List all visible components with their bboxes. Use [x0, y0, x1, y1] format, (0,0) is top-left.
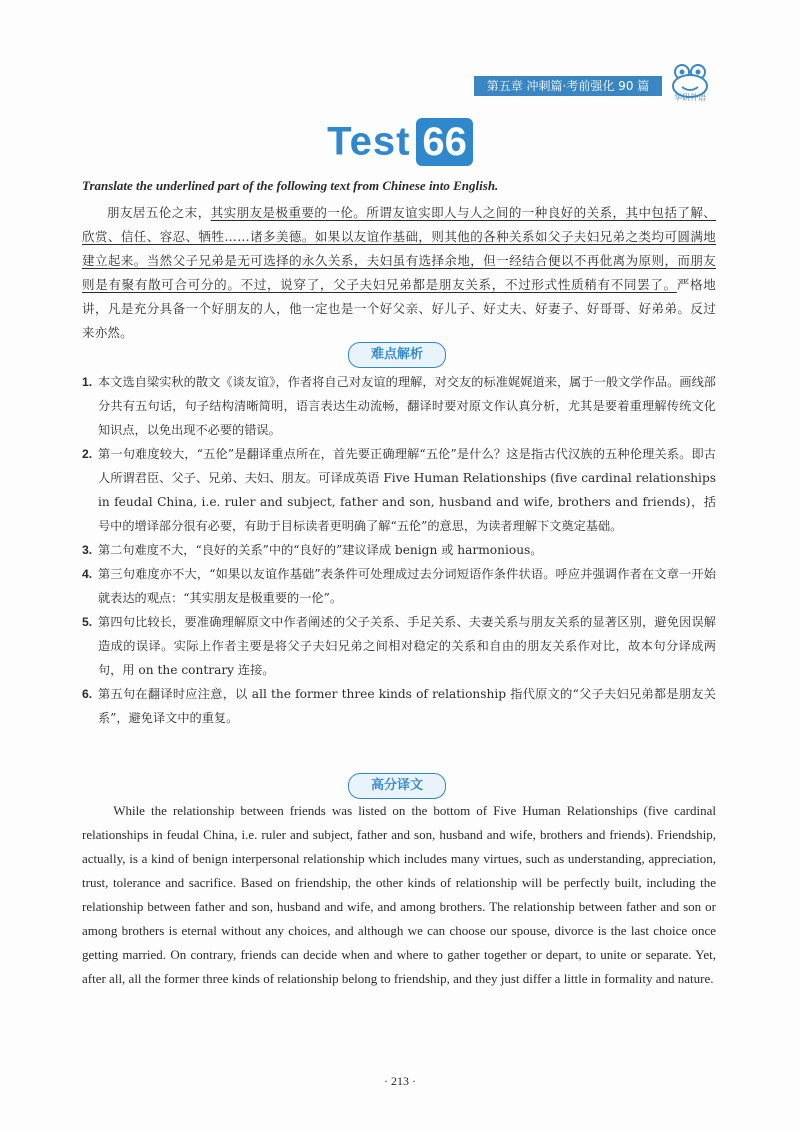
brand-logo-text: 华研外语 — [674, 93, 706, 102]
analysis-section-heading: 难点解析 — [348, 342, 446, 368]
note-item — [82, 538, 716, 562]
passage-intro: 朋友居五伦之末， — [107, 205, 211, 220]
note-number: 5. — [82, 615, 93, 629]
note-text: 第四句比较长，要准确理解原文中作者阐述的父子关系、手足关系、夫妻关系与朋友关系的显著区别，避免因误解造成的误译。实际上作者主要是将父子夫妇兄弟之间相对稳定的关系和自由的朋友关系作对比，故本句分译成两句，用 on the contrary 连接。 — [98, 615, 716, 677]
model-translation: While the relationship between friends was listed on the bottom of Five Human Relationships (five cardinal relationships in feudal China, i.e. ruler and subject, father and son, husband and wife, brothers and friends). Friendship, actually, is a kind of benign interpersonal relationship which includes many virtues, such as understanding, appreciation, trust, tolerance and sacrifice. Based on friendship, the other kinds of relationship will be perfectly built, including the relationship between father and son, husband and wife, and among brothers. The relationship between father and son or among brothers is eternal without any choices, and although we can choose our spouse, divorce is the last choice once getting married. On contrary, friends can decide when and where to gather together or depart, to unite or separate. Yet, after all, all the former three kinds of relationship belong to friendship, and they just differ a little in formality and nature. — [82, 803, 716, 986]
note-text: 第二句难度不大，“良好的关系”中的“良好的”建议译成 benign 或 harmonious。 — [98, 543, 543, 557]
test-title-number: 66 — [416, 118, 473, 166]
note-item — [82, 610, 716, 682]
note-item — [82, 370, 716, 442]
passage-outro: 严格地讲，凡是充分具备一个好朋友的人，他一定也是一个好父亲、好儿子、好丈夫、好妻子、好哥哥、好弟弟。反过来亦然。 — [82, 277, 716, 340]
note-number: 1. — [82, 375, 93, 389]
note-number: 2. — [82, 447, 93, 461]
note-text: 第三句难度亦不大，“如果以友谊作基础”表条件可处理成过去分词短语作条件状语。呼应并强调作者在文章一开始就表达的观点：“其实朋友是极重要的一伦”。 — [98, 567, 716, 605]
instruction-text: Translate the underlined part of the following text from Chinese into English. — [82, 178, 499, 193]
note-number: 3. — [82, 543, 93, 557]
note-item — [82, 682, 716, 730]
passage-underlined: 其实朋友是极重要的一伦。所谓友谊实即人与人之间的一种良好的关系，其中包括了解、欣赏、信任、容忍、牺牲……诸多美德。如果以友谊作基础，则其他的各种关系如父子夫妇兄弟之类均可圆满地建立起来。当然父子兄弟是无可选择的永久关系，夫妇虽有选择余地，但一经结合便以不再仳离为原则，而朋友则是有聚有散可合可分的。不过，说穿了，父子夫妇兄弟都是朋友关系，不过形式性质稍有不同罢了。 — [82, 205, 716, 292]
note-number: 4. — [82, 567, 93, 581]
translation-section-heading: 高分译文 — [348, 773, 446, 799]
note-text: 第一句难度较大，“五伦”是翻译重点所在，首先要正确理解“五伦”是什么？这是指古代汉族的五种伦理关系。即古人所谓君臣、父子、兄弟、夫妇、朋友。可译成英语 Five Human Relationships (five cardinal relationships in feudal China, i.e. ruler and subject, father and son, husband and wife, brothers and friends)，括号中的增译部分很有必要，有助于目标读者更明确了解“五伦”的意思，为读者理解下文奠定基础。 — [98, 447, 716, 533]
note-item — [82, 442, 716, 538]
source-passage — [82, 201, 716, 345]
chapter-header-bar: 第五章 冲刺篇·考前强化 90 篇 — [474, 76, 662, 96]
note-text: 本文选自梁实秋的散文《谈友谊》，作者将自己对友谊的理解，对交友的标准娓娓道来，属于一般文学作品。画线部分共有五句话，句子结构清晰简明，语言表达生动流畅，翻译时要对原文作认真分析，尤其是要着重理解传统文化知识点，以免出现不必要的错误。 — [98, 375, 716, 437]
note-text: 第五句在翻译时应注意，以 all the former three kinds of relationship 指代原文的“父子夫妇兄弟都是朋友关系”，避免译文中的重复。 — [98, 687, 716, 725]
test-title — [0, 118, 800, 172]
analysis-notes-list — [82, 370, 716, 730]
test-title-word: Test — [327, 119, 411, 164]
note-number: 6. — [82, 687, 93, 701]
note-item — [82, 562, 716, 610]
page-number: · 213 · — [384, 1074, 416, 1088]
